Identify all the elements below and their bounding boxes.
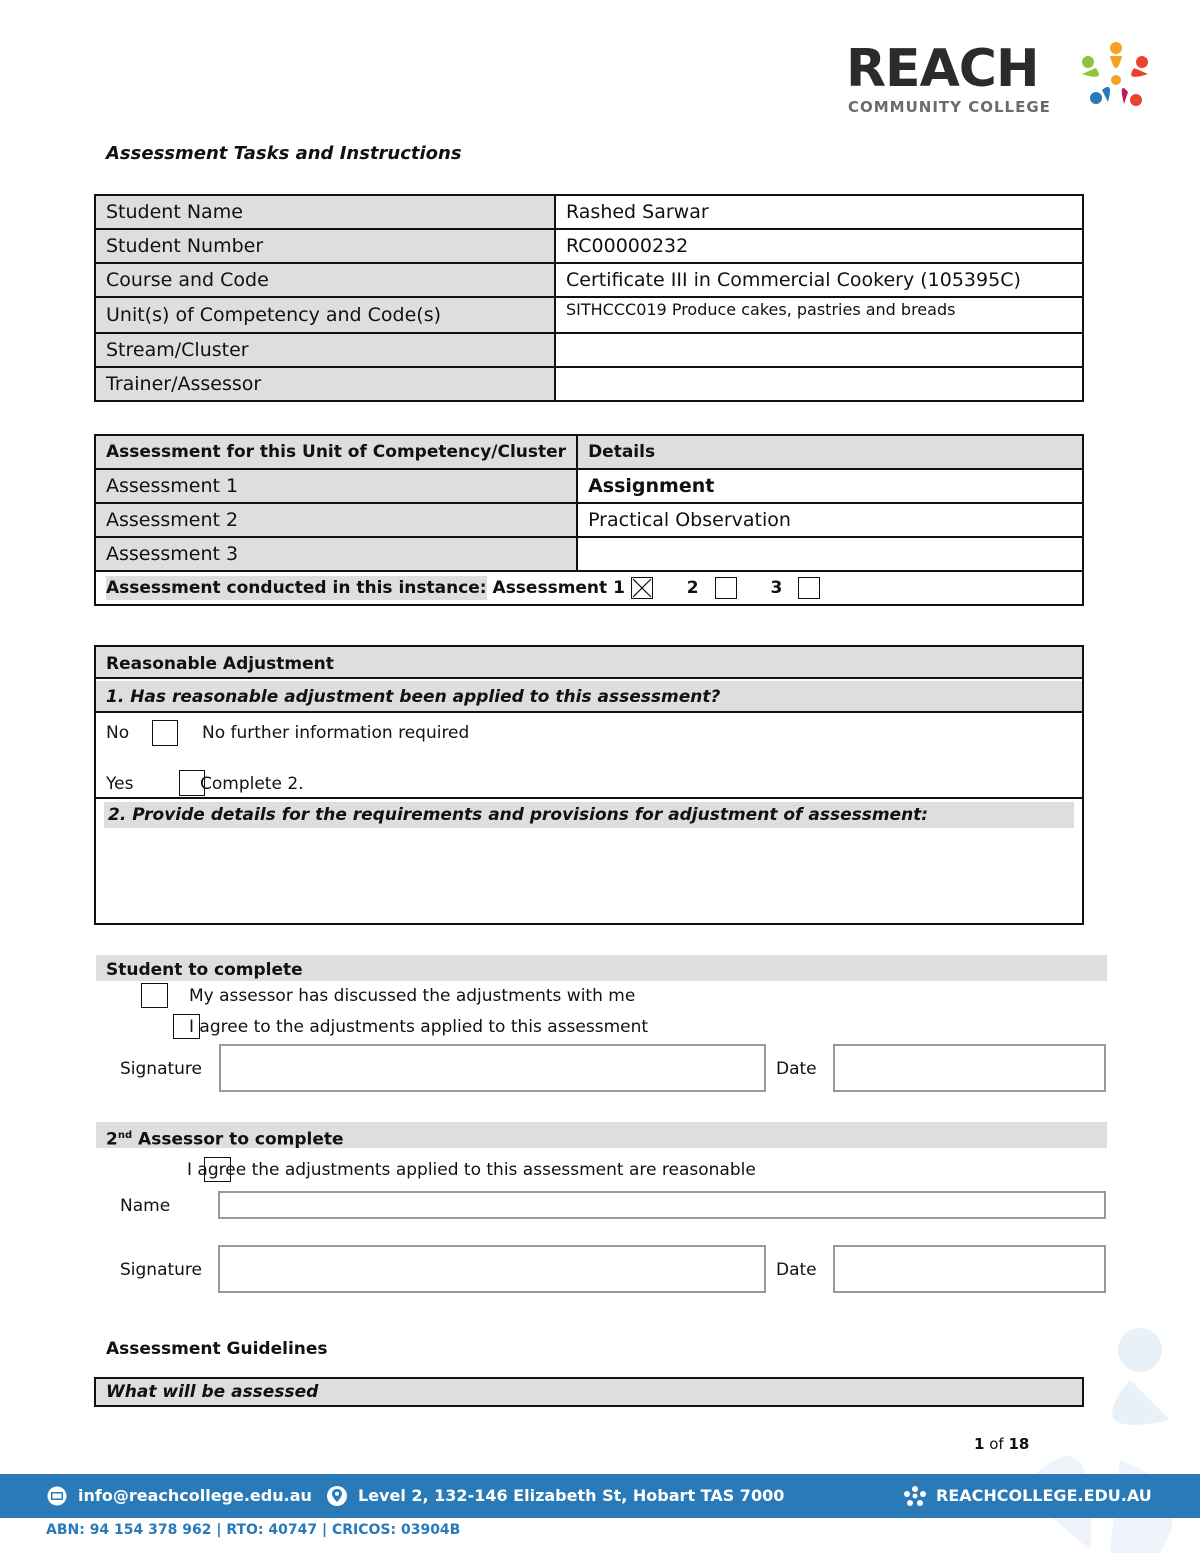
footer-address: Level 2, 132-146 Elizabeth St, Hobart TAS 7000: [358, 1486, 785, 1505]
footer-bar: [0, 1474, 1200, 1518]
assessor-agree-text: I agree the adjustments applied to this assessment are reasonable: [187, 1160, 756, 1180]
logo-subtitle: COMMUNITY COLLEGE: [848, 98, 1051, 116]
divider: [96, 797, 1082, 799]
ra-title: Reasonable Adjustment: [96, 647, 1082, 679]
assessor-title-prefix: 2: [106, 1129, 118, 1150]
assessment-2-checkbox[interactable]: [715, 577, 737, 599]
student-number-value[interactable]: RC00000232: [555, 229, 1083, 263]
assessment-table: [94, 434, 1084, 606]
email-icon: [46, 1486, 68, 1506]
location-pin-icon: [326, 1485, 348, 1507]
no-text: No further information required: [202, 723, 470, 743]
what-assessed-label: What will be assessed: [106, 1382, 319, 1402]
page-current: 1: [974, 1435, 985, 1453]
document-heading: Assessment Tasks and Instructions: [106, 143, 462, 164]
ra-details-field[interactable]: [104, 833, 1074, 913]
assessment-3-checkbox[interactable]: [798, 577, 820, 599]
table-row: [95, 469, 1083, 503]
row-label: Unit(s) of Competency and Code(s): [95, 297, 555, 333]
header-details: Details: [577, 435, 1083, 469]
assessor-name-label: Name: [120, 1196, 171, 1216]
ra-question-2: 2. Provide details for the requirements and provisions for adjustment of assessment:: [104, 802, 1074, 828]
conducted-a3-label: 3: [770, 578, 783, 598]
assessment-3-value: [577, 537, 1083, 571]
row-label: Trainer/Assessor: [95, 367, 555, 401]
logo-mark-icon: [903, 1485, 927, 1507]
assessor-complete-title: [96, 1122, 1107, 1148]
footer-website[interactable]: REACHCOLLEGE.EDU.AU: [936, 1486, 1152, 1505]
guidelines-title: Assessment Guidelines: [106, 1339, 328, 1359]
assessor-signature-label: Signature: [120, 1260, 203, 1280]
table-header-row: [95, 435, 1083, 469]
assessment-1-value: Assignment: [577, 469, 1083, 503]
table-row: [95, 263, 1083, 297]
page-of: of: [989, 1435, 1004, 1453]
college-logo: [846, 40, 1158, 122]
assessor-date-label: Date: [776, 1260, 817, 1280]
row-label: Assessment 2: [95, 503, 577, 537]
discussed-text: My assessor has discussed the adjustments with me: [189, 986, 636, 1006]
student-complete-title: Student to complete: [96, 955, 1107, 981]
table-row: [95, 571, 1083, 605]
people-cluster-icon: [1074, 40, 1158, 116]
table-row: [95, 503, 1083, 537]
assessor-signature-field[interactable]: [218, 1245, 766, 1293]
table-row: [95, 537, 1083, 571]
assessor-title-sup: nd: [117, 1130, 133, 1141]
assessor-date-field[interactable]: [833, 1245, 1106, 1293]
trainer-assessor-value[interactable]: [555, 367, 1083, 401]
no-label: No: [106, 723, 130, 743]
row-label: Assessment 3: [95, 537, 577, 571]
student-name-value[interactable]: Rashed Sarwar: [555, 195, 1083, 229]
course-code-value[interactable]: Certificate III in Commercial Cookery (105395C): [555, 263, 1083, 297]
row-label: Student Name: [95, 195, 555, 229]
page-total: 18: [1008, 1435, 1030, 1453]
conducted-row: [95, 571, 1083, 605]
table-row: [95, 195, 1083, 229]
assessment-2-value: Practical Observation: [577, 503, 1083, 537]
table-row: [95, 367, 1083, 401]
unit-code-value[interactable]: SITHCCC019 Produce cakes, pastries and breads: [555, 297, 1083, 333]
footer-email[interactable]: info@reachcollege.edu.au: [78, 1486, 312, 1505]
ra-question-1: 1. Has reasonable adjustment been applied to this assessment?: [96, 681, 1082, 713]
student-details-table: [94, 194, 1084, 402]
agree-text: I agree to the adjustments applied to this assessment: [189, 1017, 649, 1037]
row-label: Student Number: [95, 229, 555, 263]
row-label: Stream/Cluster: [95, 333, 555, 367]
student-date-field[interactable]: [833, 1044, 1106, 1092]
header-assessment: Assessment for this Unit of Competency/Cluster: [95, 435, 577, 469]
checked-x-icon: [632, 578, 652, 598]
page-number: [974, 1435, 1029, 1453]
yes-text: Complete 2.: [200, 774, 304, 794]
yes-label: Yes: [106, 774, 134, 794]
footer-registration: ABN: 94 154 378 962 | RTO: 40747 | CRICOS: 03904B: [46, 1522, 461, 1538]
conducted-a1-label: Assessment 1: [492, 578, 625, 598]
reasonable-adjustment-section: [94, 645, 1084, 925]
logo-wordmark: REACH: [846, 39, 1039, 99]
stream-cluster-value[interactable]: [555, 333, 1083, 367]
no-checkbox[interactable]: [152, 720, 178, 746]
table-row: [95, 333, 1083, 367]
conducted-a2-label: 2: [686, 578, 699, 598]
student-date-label: Date: [776, 1059, 817, 1079]
conducted-label: Assessment conducted in this instance:: [106, 578, 487, 598]
what-assessed-bar: [94, 1377, 1084, 1407]
student-signature-field[interactable]: [219, 1044, 766, 1092]
student-signature-label: Signature: [120, 1059, 203, 1079]
assessor-name-field[interactable]: [218, 1191, 1106, 1219]
assessment-1-checkbox[interactable]: [631, 577, 653, 599]
assessor-title-rest: Assessor to complete: [132, 1129, 344, 1150]
table-row: [95, 229, 1083, 263]
discussed-checkbox[interactable]: [141, 983, 168, 1008]
table-row: [95, 297, 1083, 333]
row-label: Assessment 1: [95, 469, 577, 503]
row-label: Course and Code: [95, 263, 555, 297]
